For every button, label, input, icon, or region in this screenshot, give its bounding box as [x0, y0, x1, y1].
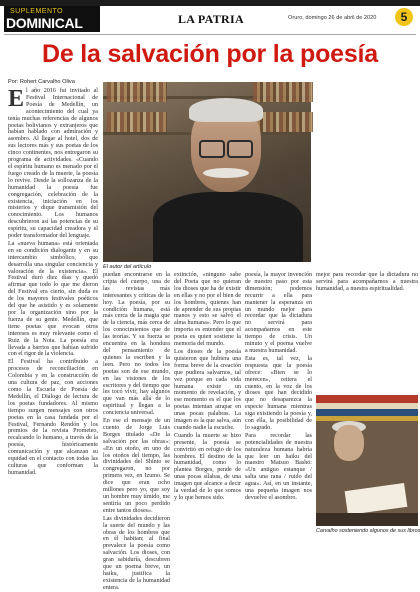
paragraph: poesía, la mayor invención de nuestro paso por esta dimensión; podemos recurrir a ella para mantener la esperanza en un mundo mejor para recordar que la dictadura no servirá para acompañarnos en este tiempo de crisis. Un minuto y el poema vuelve a nuestra humanidad.: [245, 272, 312, 354]
page-number: 5: [395, 8, 413, 26]
paragraph: Las divinidades decidieron la suerte del mundo y las obras de los hombres que en él habitan; al final prevalece la poesía como salvación. Los dioses, con gran sabiduría, descubren que un poema breve, un haiku, justifica la existencia de la humanidad entera.: [103, 515, 170, 591]
paragraph: Cuando la muerte se hizo presente, la poesía se convirtió en refugio de los hombres. El destino de la humanidad, como lo plantea Borges, pende de unas pocas sílabas, de una imagen que alcance a decir la verdad de lo que somos y lo que hemos sido.: [174, 432, 241, 501]
supplement-logo-small-text: SUPLEMENTO: [10, 8, 64, 15]
newspaper-name: LA PATRIA: [178, 12, 244, 26]
photo-caption-books: Carvalho sosteniendo algunos de sus libros: [316, 528, 420, 534]
article-column-1: [8, 88, 98, 538]
author-face: [334, 425, 364, 461]
mustache: [203, 168, 249, 178]
dateline: Oruro, domingo 26 de abril de 2020: [288, 15, 377, 21]
book-spine: [316, 409, 418, 416]
author-portrait-photo: [103, 82, 311, 262]
author-torso: [153, 192, 303, 262]
article-column-5: [316, 272, 418, 392]
header-divider: [4, 34, 416, 35]
paragraph: puedan encontrarse en la cripta del cuerpo, una de las revistas más interesantes y críticas de la hoy. La poesía, por su condición humana, está más cerca de la magia que de la ciencia, más cerca de los conocimientos que de las teorías. Y su fuerza se encuentra en la hondura del pensamiento de quienes la escriben y la leen. Pero no todos los poetas son de ese mundo, en las visiones de los escritores y del tiempo que les tocó vivir, hay algunos que van más allá de lo espiritual y llegan a la conciencia universal.: [103, 272, 170, 417]
paragraph: extinción, «ninguno sabe del Poeta que no quieran los dioses que ha de existir en ellas y no por el bien de los hombres, quienes han de aprender de sus propias manos y esto se salvó el alma humana». Pero lo que importa es entender que el poeta es quien sostiene la memoria del mundo.: [174, 272, 241, 348]
held-books: [345, 483, 408, 515]
author-with-books-photo: [316, 395, 418, 526]
paragraph: La «nueva humana» está orientada en su condición dialogante y en su intercambio simbólico, que desarrolla una singular conciencia y valoración de la existencia». El Festival duró diez días y quedó afirmar que todo lo que me dieron del Festival era cierto, sin duda es de los mayores festivales poéticos del que he asistido y es solamente por la organización sino por la fuerza de su gente. Medellín, que tiene poetas que evocan otros intereses es muy relevante como el Ruiz de la Nota. La poesía era llevada a barrios que habían sufrido con el rigor de la violencia.: [8, 240, 98, 358]
supplement-logo-text: DOMINICAL: [6, 15, 83, 31]
glasses: [227, 140, 253, 158]
paragraph: l año 2016 fui invitado al Festival Internacional de Poesía de Medellín, un acontecimiento del cual ya tenía muchas referencias de algunos poetas bolivianos y extranjeros que habían hablado con admiración y asombro. Al llegar al hotel, dos de sus lectores más y sus poetas de los cinco continentes, nos entregaron su programa de actividades. «Cuando el espíritu humano es menado por el fuego creado de la muerte, la poesía lo revive. Desde la sollozanza de la humanidad la poesía fue congregación, celebración de la existencia, iniciación en los misterios y dique transmisión del conocimiento. Los humanos descubrieron así las potencias de su espíritu, su capacidad creadora y el poder transformador del lenguaje.: [8, 88, 98, 240]
bookshelf: [107, 112, 167, 132]
photo-caption-author: El autor del artículo: [103, 264, 152, 270]
bookshelf: [253, 82, 313, 102]
paragraph: mejor para recordar que la dictadura no servirá para acompañarnos a nuestra humanidad, a nuestra espiritualidad.: [316, 272, 418, 292]
book-spine: [316, 395, 418, 403]
paragraph: Los dioses de la poesía quisieron que hubiera una forma breve de la creación que pudiera salvarnos, tal vez porque en cada vida humana existe un momento de revelación, y ese momento es el que los poetas intentan atrapar en unas pocas palabras. La imagen es la que salva, aún cuando nadie la escuche.: [174, 348, 241, 431]
desk: [316, 513, 418, 526]
bookshelf: [107, 82, 167, 102]
paragraph: Esta es, tal vez, la respuesta que la poesía ofrece: «Bien se lo merecen», reitera el cuento, en la voz de los dioses que han decidido que no desaparezca la especie humana mientras siga existiendo la poesía y, con ella, la posibilidad de lo sagrado.: [245, 355, 312, 431]
article-byline: Por: Rohert Carvalho Oliva: [8, 79, 75, 85]
paragraph: En ese el mensaje de un cuento de Jorge Luis Borges titulado «De la salvación por las obras»: «En un otoño, en uno de los otoños del tiempo, las divinidades del Shinto se congregaron, no por primera vez, en Izumo. Se dice que eran ocho millones pero yo, que soy un hombre muy tímido, me sentiría un poco perdido entre tantos dioses».: [103, 418, 170, 514]
article-column-3: [174, 272, 241, 538]
author-hair: [189, 98, 263, 122]
paragraph: Para recordar las potencialidades de nuestra naturaleza humana habría que leer un haiku del maestro Matsuo Bashō: «Un antiguo estanque / salta una rana / ruido del agua». Así, en un instante, una pequeña imagen nos devuelve el asombro.: [245, 432, 312, 501]
article-headline: De la salvación por la poesía: [41, 40, 378, 68]
paragraph: El Festival ha contribuido a procesos de reconciliación en Colombia y en la construcción de una cultura de paz, con acciones como la Escuela de Poesía de Medellín, el Diálogo de lectura de los poetas fundadores. Al mismo tiempo surgen mensajes con otros poetas en la casa fundada por el Festival, Fernando Rendón y los premios de la revista Prometeo, recalcando lo humano, a través de la poesía, históricamente comunicación y que alcanzan su equidad en el contacto con todas las culturas que conforman la humanidad.: [8, 359, 98, 476]
drop-cap: E: [8, 86, 25, 112]
book-spine: [316, 416, 418, 421]
glasses: [199, 140, 225, 158]
article-column-4: [245, 272, 312, 538]
article-column-2: [103, 272, 170, 591]
